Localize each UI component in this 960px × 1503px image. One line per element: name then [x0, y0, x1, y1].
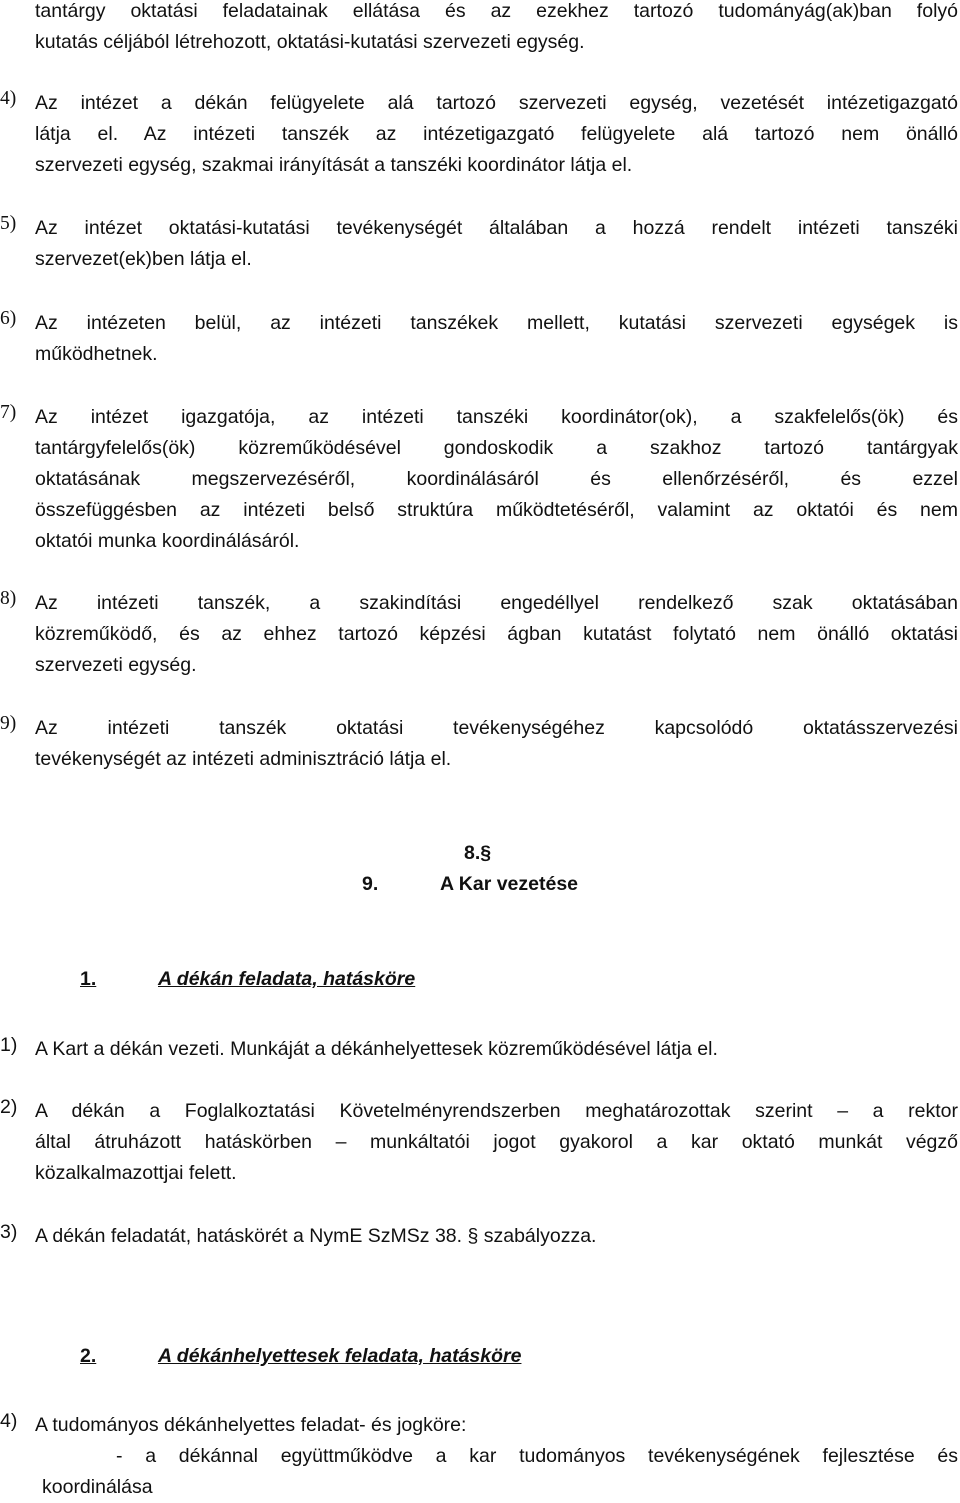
section-number: 9.	[362, 873, 379, 895]
text-line: Az intézeti tanszék oktatási tevékenységéhez kapcsolódó oktatásszervezési	[35, 717, 958, 739]
item-number: 9)	[0, 713, 17, 734]
subsection-heading	[80, 1341, 521, 1372]
text-line: működhetnek.	[35, 343, 158, 365]
text-line: tevékenységét az intézeti adminisztráció látja el.	[35, 748, 452, 770]
bullet-line: - a dékánnal együttműködve a kar tudományos tevékenységének fejlesztése és	[116, 1445, 958, 1467]
subsection-number: 2.	[80, 1345, 97, 1367]
text-line: tantárgyfelelős(ök) közreműködésével gondoskodik a szakhoz tartozó tantárgyak	[35, 437, 958, 459]
item-number: 5)	[0, 213, 17, 234]
text-line: közreműködő, és az ehhez tartozó képzési ágban kutatást folytató nem önálló oktatási	[35, 623, 958, 645]
text-line: Az intézet oktatási-kutatási tevékenységét általában a hozzá rendelt intézeti tanszéki	[35, 217, 958, 239]
item-number: 4)	[0, 88, 17, 109]
text-line: által átruházott hatáskörben – munkáltatói jogot gyakorol a kar oktató munkát végző	[35, 1131, 958, 1153]
item-number: 4)	[0, 1410, 18, 1432]
item-number: 1)	[0, 1034, 18, 1056]
text-line: Az intézeti tanszék, a szakindítási engedéllyel rendelkező szak oktatásában	[35, 592, 958, 614]
text-line: Az intézeten belül, az intézeti tanszékek mellett, kutatási szervezeti egységek is	[35, 312, 958, 334]
subsection-title: A dékánhelyettesek feladata, hatásköre	[158, 1345, 522, 1367]
item-number: 6)	[0, 308, 17, 329]
item-number: 8)	[0, 588, 17, 609]
subsection-number: 1.	[80, 968, 97, 990]
text-line: Az intézet a dékán felügyelete alá tartozó szervezeti egység, vezetését intézetigazgató	[35, 92, 958, 114]
subsection-heading	[80, 964, 415, 995]
subsection-title: A dékán feladata, hatásköre	[158, 968, 416, 990]
text-line: A tudományos dékánhelyettes feladat- és jogköre:	[35, 1414, 467, 1436]
item-number: 3)	[0, 1221, 18, 1243]
item-number: 2)	[0, 1096, 18, 1118]
text-line: szervezeti egység.	[35, 654, 197, 676]
item-number: 7)	[0, 402, 17, 423]
paragraph-mark: 8.§	[464, 842, 492, 864]
text-line: szervezeti egység, szakmai irányítását a tanszéki koordinátor látja el.	[35, 154, 633, 176]
text-line: A Kart a dékán vezeti. Munkáját a dékánhelyettesek közreműködésével látja el.	[35, 1038, 718, 1060]
section-heading	[362, 869, 578, 900]
text-line: összefüggésben az intézeti belső struktúra működtetéséről, valamint az oktatói és nem	[35, 499, 958, 521]
text-line: közalkalmazottjai felett.	[35, 1162, 237, 1184]
text-line: oktatói munka koordinálásáról.	[35, 530, 300, 552]
text-line: A dékán feladatát, hatáskörét a NymE SzMSz 38. § szabályozza.	[35, 1225, 597, 1247]
text-line: A dékán a Foglalkoztatási Követelményrendszerben meghatározottak szerint – a rektor	[35, 1100, 958, 1122]
text-line: tantárgy oktatási feladatainak ellátása és az ezekhez tartozó tudományág(ak)ban folyó	[35, 0, 958, 22]
text-line: oktatásának megszervezéséről, koordinálásáról és ellenőrzéséről, és ezzel	[35, 468, 958, 490]
text-line: szervezet(ek)ben látja el.	[35, 248, 252, 270]
text-line: látja el. Az intézeti tanszék az intézetigazgató felügyelete alá tartozó nem önálló	[35, 123, 958, 145]
section-title: A Kar vezetése	[440, 873, 579, 895]
text-line: Az intézet igazgatója, az intézeti tanszéki koordinátor(ok), a szakfelelős(ök) és	[35, 406, 958, 428]
bullet-line-continuation: koordinálása	[42, 1476, 153, 1498]
text-line: kutatás céljából létrehozott, oktatási-kutatási szervezeti egység.	[35, 31, 585, 53]
